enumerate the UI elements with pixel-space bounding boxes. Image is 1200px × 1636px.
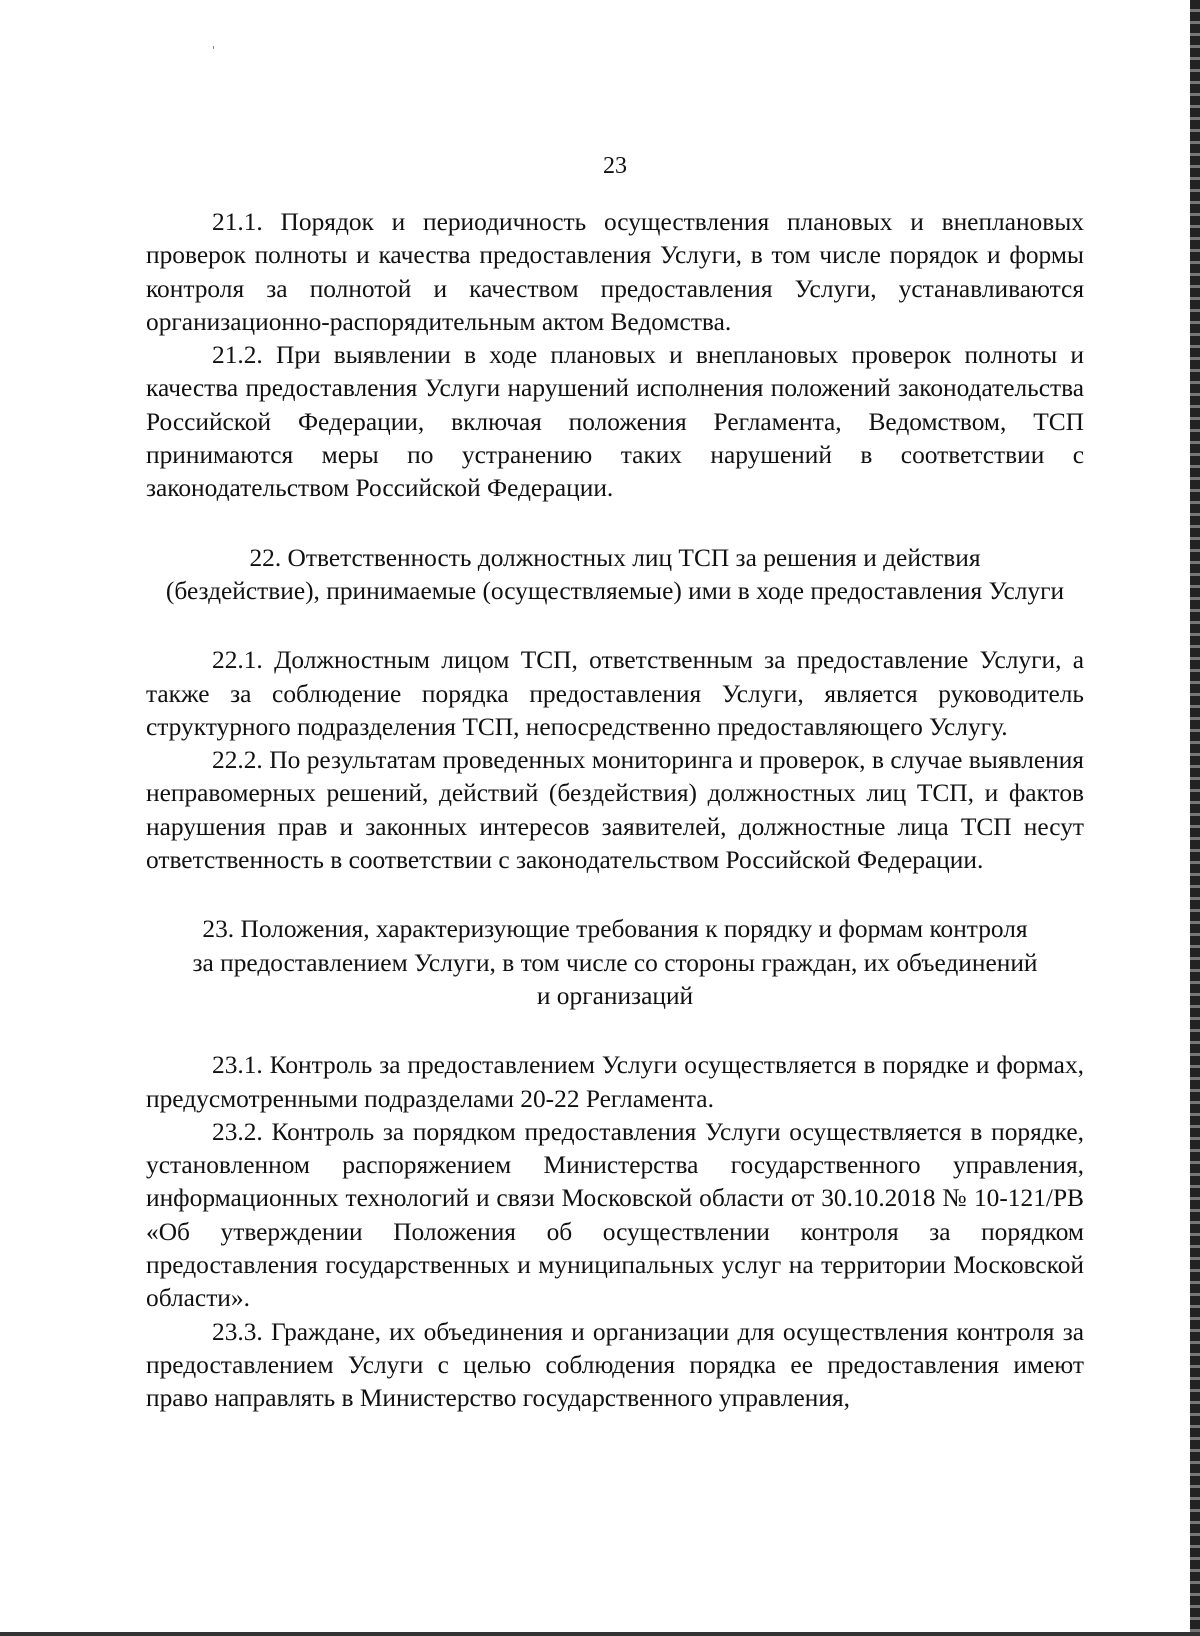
paragraph-21-1: 21.1. Порядок и периодичность осуществления плановых и внеплановых проверок полноты и качества предоставления Услуги, в том числе порядок и формы контроля за полнотой и качеством предоставления Услуги, устанавливаются организационно-распорядительным актом Ведомства. bbox=[146, 208, 1084, 336]
paragraph-23-1: 23.1. Контроль за предоставлением Услуги осуществляется в порядке и формах, предусмотренными подразделами 20-22 Регламента. bbox=[146, 1051, 1084, 1113]
section-22-heading-line-1: 22. Ответственность должностных лиц ТСП за решения и действия bbox=[249, 543, 981, 572]
scan-edge-bottom bbox=[0, 1632, 1200, 1636]
paragraph-23-2: 23.2. Контроль за порядком предоставления Услуги осуществляется в порядке, установленном распоряжением Министерства государственного управления, информационных технологий и связи Московской области от 30.10.2018 № 10-121/РВ «Об утверждении Положения об осуществлении контроля за порядком предоставления государственных и муниципальных услуг на территории Московской области». bbox=[146, 1117, 1084, 1313]
section-23-heading-line-2: за предоставлением Услуги, в том числе со стороны граждан, их объединений bbox=[192, 948, 1038, 977]
section-23-heading-line-3: и организаций bbox=[536, 981, 694, 1010]
paragraph-22-2: 22.2. По результатам проведенных мониторинга и проверок, в случае выявления неправомерных решений, действий (бездействия) должностных лиц ТСП, и фактов нарушения прав и законных интересов заявителей, должностные лица ТСП несут ответственность в соответствии с законодательством Российской Федерации. bbox=[146, 746, 1084, 875]
page-number: 23 bbox=[603, 153, 627, 179]
section-22-heading bbox=[146, 542, 1084, 609]
scan-speck bbox=[213, 46, 214, 49]
section-23-heading bbox=[146, 913, 1084, 1013]
paragraph-23-3: 23.3. Граждане, их объединения и организации для осуществления контроля за предоставлением Услуги с целью соблюдения порядка ее предоставления имеют право направлять в Министерство государственного управления, bbox=[146, 1317, 1084, 1413]
section-22-heading-line-2: (бездействие), принимаемые (осуществляемые) ими в ходе предоставления Услуги bbox=[165, 576, 1065, 605]
section-23-heading-line-1: 23. Положения, характеризующие требования к порядку и формам контроля bbox=[202, 915, 1028, 944]
scan-edge-right bbox=[1190, 0, 1200, 1636]
document-body bbox=[146, 206, 1084, 1416]
paragraph-21-2: 21.2. При выявлении в ходе плановых и внеплановых проверок полноты и качества предоставления Услуги нарушений исполнения положений законодательства Российской Федерации, включая положения Регламента, Ведомством, ТСП принимаются меры по устранению таких нарушений в соответствии с законодательством Российской Федерации. bbox=[146, 341, 1084, 503]
paragraph-22-1: 22.1. Должностным лицом ТСП, ответственным за предоставление Услуги, а также за соблюдение порядка предоставления Услуги, является руководитель структурного подразделения ТСП, непосредственно предоставляющего Услугу. bbox=[146, 646, 1084, 741]
